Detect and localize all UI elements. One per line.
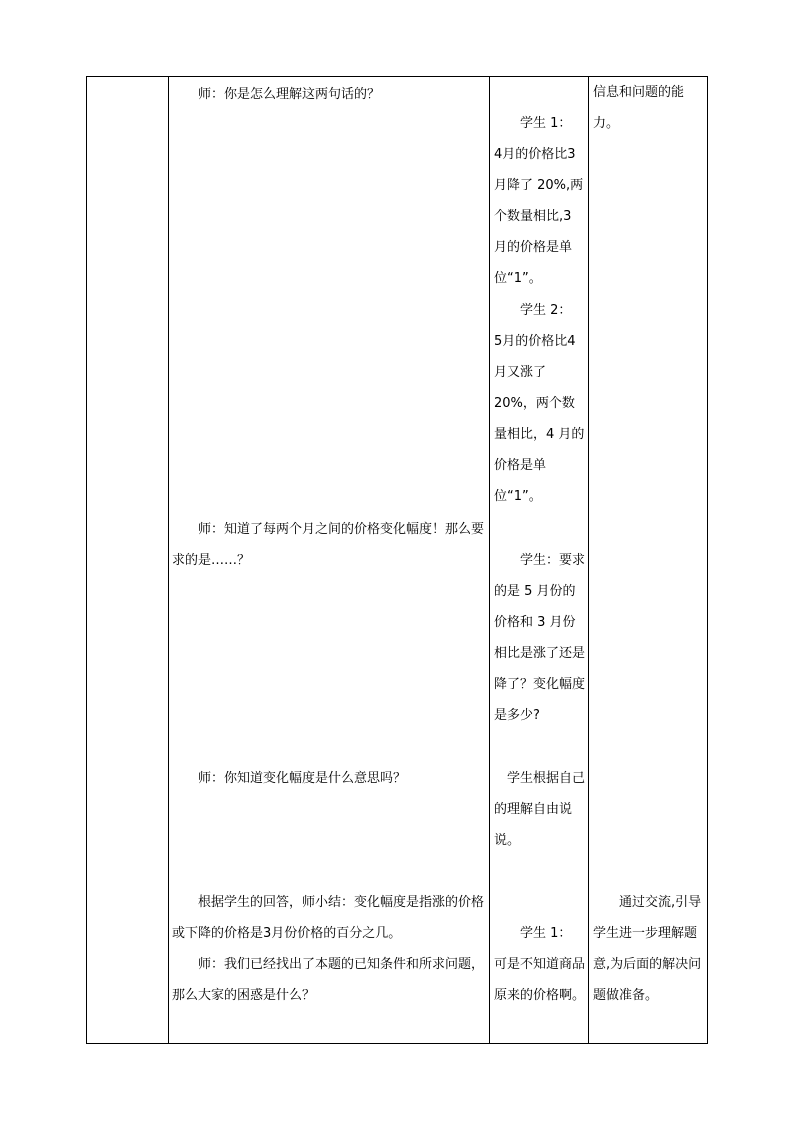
student-4-answer: 学生根据自己的理解自由说说。 — [494, 771, 586, 848]
design-intent-bottom: 通过交流,引导学生进一步理解题意,为后面的解决问题做准备。 — [593, 895, 702, 1003]
student-3-answer: 学生：要求的是 5 月份的价格和 3 月份相比是涨了还是降了？变化幅度是多少? — [494, 553, 586, 723]
teacher-question-2: 师：知道了每两个月之间的价格变化幅度！那么要求的是……？ — [172, 522, 485, 568]
student-5-label: 学生 1： — [520, 926, 572, 941]
stage-cell — [87, 77, 168, 1043]
table-right-border — [707, 76, 708, 1044]
student-2-answer: 5月的价格比4 月又涨了20%，两个数量相比，4 月的价格是单位“1”。 — [494, 334, 585, 504]
design-intent-cell — [593, 77, 705, 1043]
student-5-answer: 可是不知道商品原来的价格啊。 — [494, 957, 586, 1003]
student-1-label: 学生 1： — [520, 116, 572, 131]
column-divider-2 — [489, 76, 490, 1044]
student-1-answer: 4月的价格比3月降了 20%,两个数量相比,3 月的价格是单位“1”。 — [494, 147, 584, 286]
column-divider-3 — [588, 76, 589, 1044]
column-divider-1 — [168, 76, 169, 1044]
design-intent-top: 信息和问题的能力。 — [593, 85, 685, 131]
teacher-question-4: 师：我们已经找出了本题的已知条件和所求问题，那么大家的困惑是什么？ — [172, 957, 485, 1003]
student-activity-cell — [494, 77, 586, 1043]
teacher-activity-cell — [172, 77, 486, 1043]
teacher-summary: 根据学生的回答，师小结：变化幅度是指涨的价格或下降的价格是3月份价格的百分之几。 — [172, 895, 485, 941]
table-bottom-border — [86, 1043, 708, 1044]
teacher-question-1: 师：你是怎么理解这两句话的？ — [198, 87, 381, 102]
teacher-question-3: 师：你知道变化幅度是什么意思吗？ — [198, 771, 407, 786]
student-2-label: 学生 2： — [520, 303, 572, 318]
